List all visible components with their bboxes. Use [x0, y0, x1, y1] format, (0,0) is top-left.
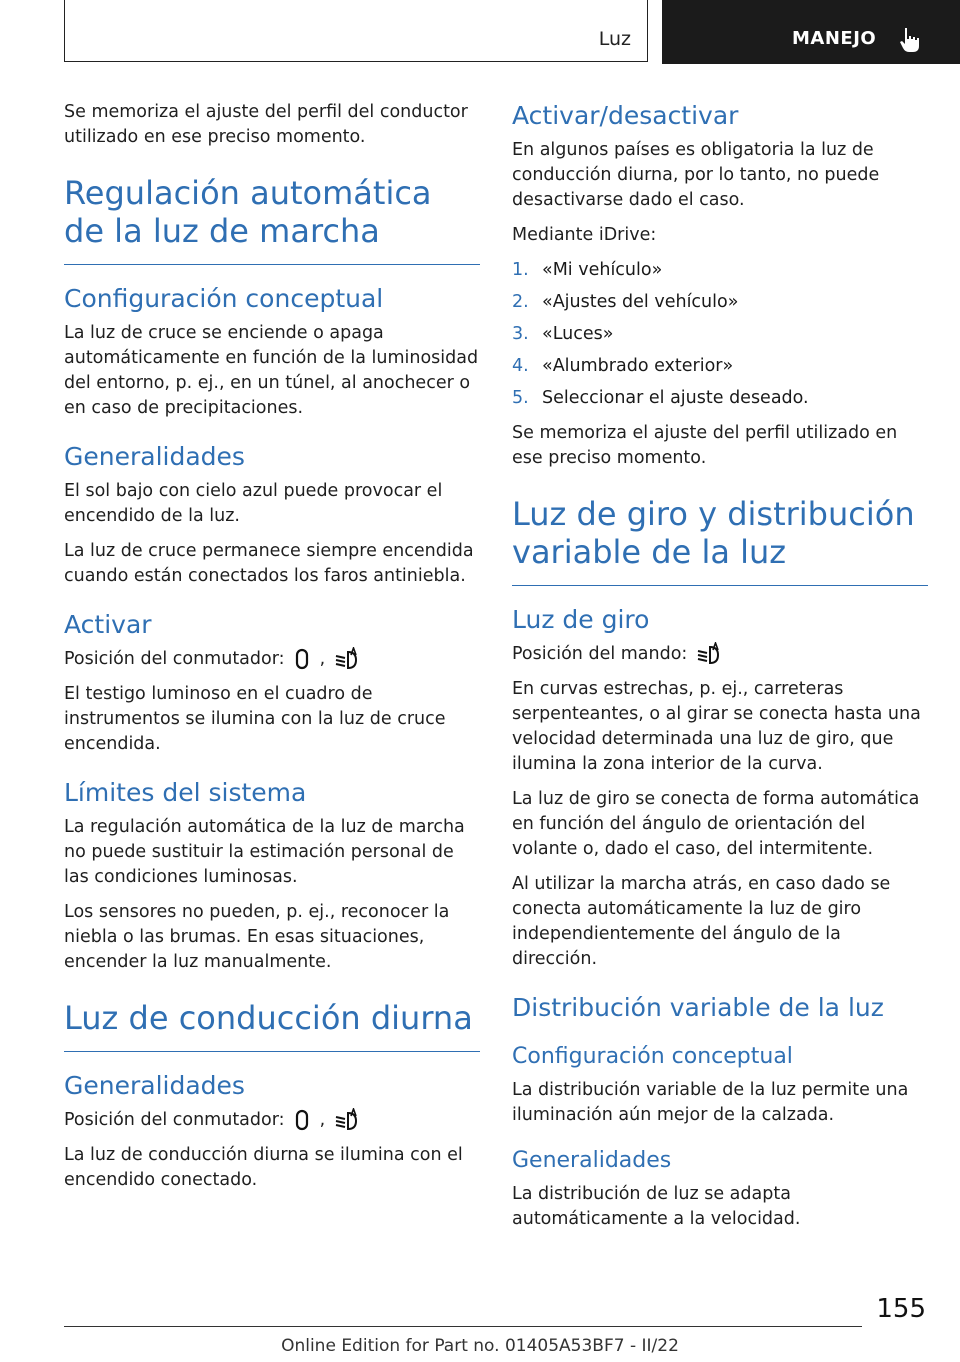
subheading-generalidades: Generalidades	[512, 1148, 672, 1173]
low-beam-auto-icon	[334, 1108, 360, 1132]
footer-edition: Online Edition for Part no. 01405A53BF7 - II/22	[281, 1336, 679, 1356]
list-item	[512, 322, 928, 347]
heading-regulacion: Regulación automática de la luz de marcha	[64, 174, 480, 265]
paragraph-distribucion: La distribución variable de la luz permite una iluminación aún mejor de la calzada.	[512, 1080, 909, 1125]
list-item	[512, 258, 928, 283]
heading-luz-giro: Luz de giro	[512, 605, 650, 634]
paragraph-activar-testigo: El testigo luminoso en el cuadro de instrumentos se ilumina con la luz de cruce encendida.	[64, 684, 446, 754]
auto-light-icon	[293, 1108, 311, 1132]
paragraph-giro-1: En curvas estrechas, p. ej., carreteras serpenteantes, o al girar se conecta hasta una velocidad determinada una luz de giro, que ilumina la zona interior de la curva.	[512, 679, 921, 774]
step-number: 2.	[512, 292, 529, 312]
page-number: 155	[876, 1294, 926, 1324]
chapter-tab	[662, 0, 960, 64]
header-box	[64, 0, 648, 62]
paragraph-limites-1: La regulación automática de la luz de marcha no puede sustituir la estimación personal de las condiciones luminosas.	[64, 817, 465, 887]
step-text: «Ajustes del vehículo»	[542, 292, 739, 312]
paragraph-diurna: La luz de conducción diurna se ilumina con el encendido conectado.	[64, 1145, 463, 1190]
list-item	[512, 354, 928, 379]
heading-activar: Activar	[64, 610, 152, 639]
auto-light-icon	[293, 647, 311, 671]
chapter-tab-label: MANEJO	[792, 28, 877, 49]
activar-separator: ,	[319, 649, 326, 669]
paragraph-mando-position	[512, 642, 928, 667]
low-beam-auto-icon	[696, 642, 722, 666]
paragraph-idrive: Mediante iDrive:	[512, 225, 657, 245]
left-column	[64, 100, 480, 1203]
paragraph-diurna-position	[64, 1108, 480, 1133]
mando-position-label: Posición del mando:	[512, 644, 688, 664]
step-text: «Alumbrado exterior»	[542, 356, 734, 376]
heading-limites: Límites del sistema	[64, 778, 307, 807]
heading-generalidades-diurna: Generalidades	[64, 1071, 245, 1100]
step-number: 3.	[512, 324, 529, 344]
heading-luz-giro-distribucion: Luz de giro y distribución variable de la luz	[512, 495, 928, 586]
activar-position-label: Posición del conmutador:	[64, 649, 285, 669]
paragraph-activar-position	[64, 647, 480, 672]
heading-diurna: Luz de conducción diurna	[64, 999, 480, 1052]
subheading-configuracion: Configuración conceptual	[512, 1044, 793, 1069]
paragraph-giro-3: Al utilizar la marcha atrás, en caso dado se conecta automáticamente la luz de giro independientemente del ángulo de la dirección.	[512, 874, 891, 969]
paragraph-limites-2: Los sensores no pueden, p. ej., reconocer la niebla o las brumas. En esas situaciones, encender la luz manualmente.	[64, 902, 450, 972]
low-beam-auto-icon	[334, 647, 360, 671]
step-text: «Mi vehículo»	[542, 260, 663, 280]
heading-distribucion: Distribución variable de la luz	[512, 993, 884, 1022]
step-number: 4.	[512, 356, 529, 376]
list-item	[512, 386, 928, 411]
paragraph-giro-2: La luz de giro se conecta de forma automática en función del ángulo de orientación del volante o, dado el caso, del intermitente.	[512, 789, 920, 859]
paragraph-obligatoria: En algunos países es obligatoria la luz de conducción diurna, por lo tanto, no puede desactivarse dado el caso.	[512, 140, 880, 210]
list-item	[512, 290, 928, 315]
paragraph-generalidades-2: La luz de cruce permanece siempre encendida cuando están conectados los faros antiniebla.	[64, 541, 474, 586]
step-text: «Luces»	[542, 324, 614, 344]
diurna-position-label: Posición del conmutador:	[64, 1110, 285, 1130]
heading-configuracion: Configuración conceptual	[64, 284, 384, 313]
diurna-separator: ,	[319, 1110, 326, 1130]
step-number: 5.	[512, 388, 529, 408]
heading-generalidades: Generalidades	[64, 442, 245, 471]
step-number: 1.	[512, 260, 529, 280]
paragraph-configuracion: La luz de cruce se enciende o apaga automáticamente en función de la luminosidad del entorno, p. ej., en un túnel, al anochecer o en caso de precipitaciones.	[64, 323, 479, 418]
header-section-title: Luz	[598, 28, 631, 50]
hand-pointer-icon	[898, 26, 924, 54]
idrive-steps	[512, 258, 928, 411]
heading-activar-desactivar: Activar/desactivar	[512, 101, 739, 130]
paragraph-memoriza: Se memoriza el ajuste del perfil utilizado en ese preciso momento.	[512, 423, 898, 468]
paragraph-distribucion-generalidades: La distribución de luz se adapta automáticamente a la velocidad.	[512, 1184, 801, 1229]
paragraph-generalidades-1: El sol bajo con cielo azul puede provocar el encendido de la luz.	[64, 481, 443, 526]
right-column	[512, 100, 928, 1242]
step-text: Seleccionar el ajuste deseado.	[542, 388, 809, 408]
footer-divider	[64, 1326, 862, 1327]
intro-text: Se memoriza el ajuste del perfil del conductor utilizado en ese preciso momento.	[64, 102, 468, 147]
